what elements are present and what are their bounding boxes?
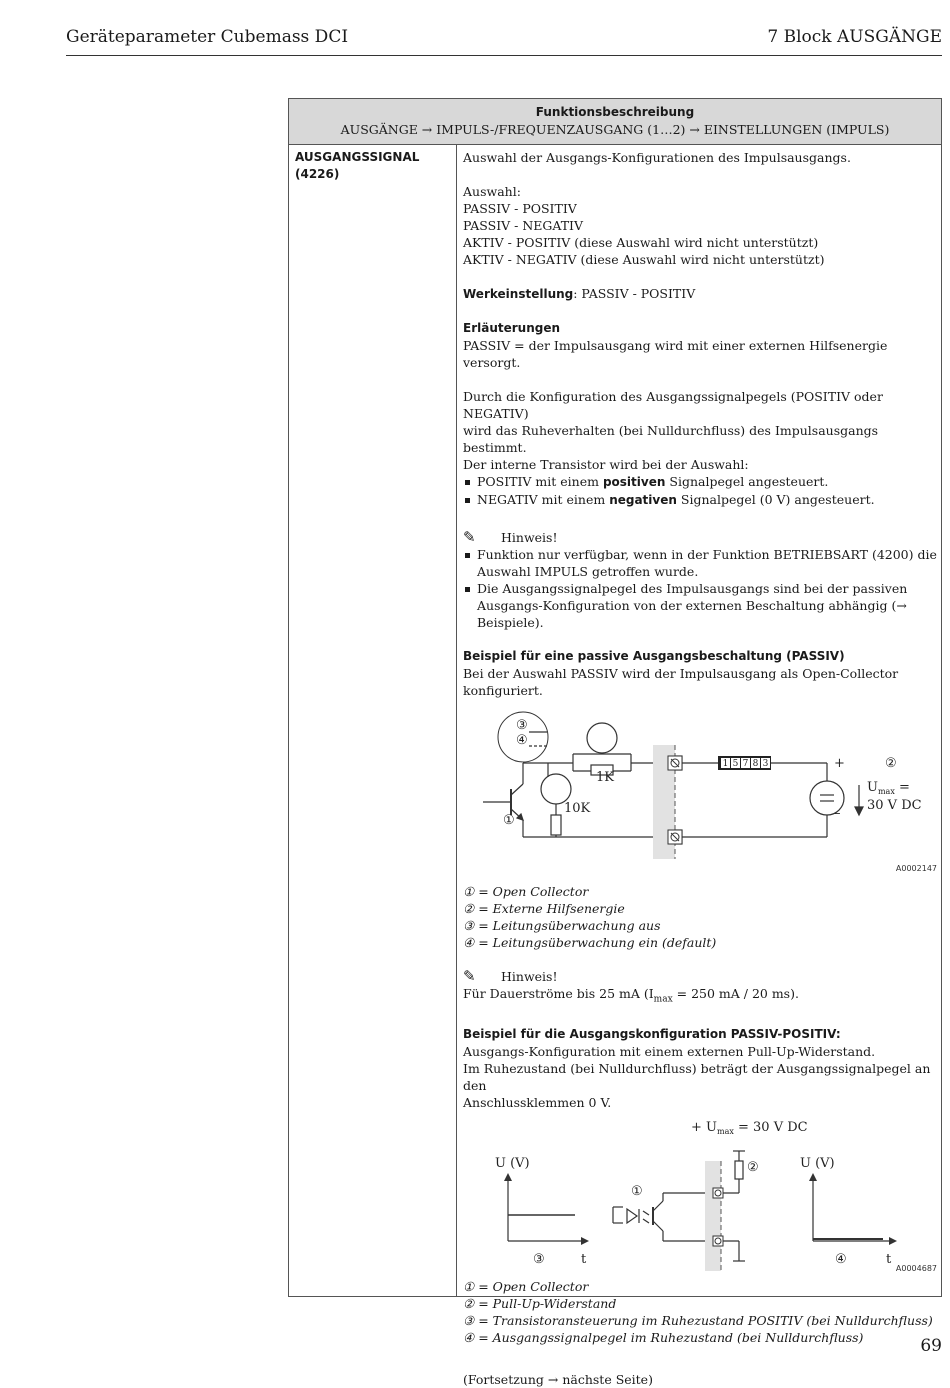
terminal-label: 3 <box>762 759 769 769</box>
marker-2: ② <box>747 1159 759 1175</box>
option-aktiv-positiv: AKTIV - POSITIV (diese Auswahl wird nicht unterstützt) <box>463 235 819 250</box>
pencil-icon: ✎ <box>463 528 476 546</box>
config-text-3: Der interne Transistor wird bei der Auswahl: <box>463 457 749 472</box>
table-menu-path: AUSGÄNGE → IMPULS-/FREQUENZAUSGANG (1…2) → EINSTELLUNGEN (IMPULS) <box>340 122 890 137</box>
bullet-positiv: POSITIV mit einem positiven Signalpegel angesteuert. <box>463 473 937 491</box>
page-number: 69 <box>920 1336 942 1356</box>
legend2-item-4: ④ = Ausgangssignalpegel im Ruhezustand (bei Nulldurchfluss) <box>463 1329 864 1345</box>
marker-2: ② <box>885 756 897 771</box>
config-text-1: Durch die Konfiguration des Ausgangssignalpegels (POSITIV oder NEGATIV) <box>463 389 883 421</box>
legend2-item-1: ① = Open Collector <box>463 1278 589 1294</box>
y-axis-label-right: U (V) <box>800 1155 835 1171</box>
marker-3: ③ <box>516 718 528 733</box>
voltage-label: 30 V DC <box>867 798 922 813</box>
plus-sign: + <box>834 756 845 771</box>
parameter-label: AUSGANGSSIGNAL <box>295 150 420 164</box>
header-rule <box>66 55 942 56</box>
default-setting <box>463 285 937 303</box>
config-text-2: wird das Ruheverhalten (bei Nulldurchfluss) des Impulsausgangs bestimmt. <box>463 423 879 455</box>
terminal-label: 5 <box>732 759 739 769</box>
figure2-id: A0004687 <box>895 1263 937 1273</box>
resistor-1k-label: 1K <box>596 770 614 785</box>
explanations-heading: Erläuterungen <box>463 321 561 335</box>
option-passiv-positiv: PASSIV - POSITIV <box>463 201 577 216</box>
bullet-negativ: NEGATIV mit einem negativen Signalpegel (0 V) angesteuert. <box>463 491 937 509</box>
marker-1: ① <box>503 813 515 828</box>
terminal-label: 1 <box>722 759 729 769</box>
y-axis-label-left: U (V) <box>495 1155 530 1171</box>
function-description <box>463 149 937 1388</box>
marker-4: ④ <box>516 733 528 748</box>
pull-up-circuit <box>463 1111 937 1271</box>
example2-text-3: Anschlussklemmen 0 V. <box>463 1094 612 1110</box>
t-label-right: t <box>886 1251 892 1267</box>
minus-sign: – <box>834 806 841 821</box>
parameter-name <box>295 149 419 183</box>
table-header <box>289 99 941 145</box>
option-passiv-negativ: PASSIV - NEGATIV <box>463 218 584 233</box>
example1-heading: Beispiel für eine passive Ausgangsbeschaltung (PASSIV) <box>463 649 845 663</box>
legend1-item-2: ② = Externe Hilfsenergie <box>463 901 625 916</box>
legend1-item-1: ① = Open Collector <box>463 884 589 899</box>
note2-label: Hinweis! <box>501 969 558 984</box>
marker-4: ④ <box>835 1251 847 1267</box>
running-header-title: Geräteparameter Cubemass DCI <box>66 27 349 47</box>
t-label-left: t <box>581 1251 587 1267</box>
supply-label: + $U_{max} = 30$ V DC <box>691 1119 808 1136</box>
note-bullet-1: Funktion nur verfügbar, wenn in der Funktion BETRIEBSART (4200) die Auswahl IMPULS getroffen wurde. <box>463 546 937 580</box>
umax-label: $U_{max}$ = <box>867 780 910 796</box>
table-title: Funktionsbeschreibung <box>535 105 695 119</box>
figure1-id: A0002147 <box>895 864 937 873</box>
note-bullet-2: Die Ausgangssignalpegel des Impulsausgangs sind bei der passiven Ausgangs-Konfiguration von der externen Beschaltung abhängig (→ Beispiele). <box>463 580 937 631</box>
open-collector-circuit <box>463 699 937 875</box>
legend1-item-3: ③ = Leitungsüberwachung aus <box>463 918 661 933</box>
example2-text-1: Ausgangs-Konfiguration mit einem externen Pull-Up-Widerstand. <box>463 1043 876 1059</box>
circuit-diagram-passive-positive <box>463 1111 937 1271</box>
terminal-label: 8 <box>752 759 759 769</box>
note-1 <box>463 529 937 546</box>
note2-text: Für Dauerströme bis 25 mA ($I_{max} = 250$ mA / 20 ms). <box>463 986 799 1005</box>
continuation-note: (Fortsetzung → nächste Seite) <box>463 1371 653 1387</box>
default-value: : PASSIV - POSITIV <box>573 286 696 301</box>
legend2-item-3: ③ = Transistoransteuerung im Ruhezustand POSITIV (bei Nulldurchfluss) <box>463 1312 933 1328</box>
legend2-item-2: ② = Pull-Up-Widerstand <box>463 1295 617 1311</box>
passive-definition: PASSIV = der Impulsausgang wird mit einer externen Hilfsenergie versorgt. <box>463 338 888 370</box>
marker-1: ① <box>631 1183 643 1199</box>
selection-label: Auswahl: <box>463 184 521 199</box>
running-header-chapter: 7 Block AUSGÄNGE <box>767 27 942 47</box>
example2-heading: Beispiel für die Ausgangskonfiguration PASSIV-POSITIV: <box>463 1026 841 1041</box>
marker-3: ③ <box>533 1251 545 1267</box>
example1-text: Bei der Auswahl PASSIV wird der Impulsausgang als Open-Collector konfiguriert. <box>463 666 899 698</box>
pencil-icon: ✎ <box>463 967 476 985</box>
note-2 <box>463 968 937 985</box>
default-label: Werkeinstellung <box>463 287 574 301</box>
resistor-10k-label: 10K <box>564 801 591 816</box>
column-divider <box>456 145 457 1296</box>
legend1-item-4: ④ = Leitungsüberwachung ein (default) <box>463 935 717 950</box>
note-label: Hinweis! <box>501 530 558 545</box>
parameter-code: (4226) <box>295 167 340 181</box>
intro-text: Auswahl der Ausgangs-Konfigurationen des Impulsausgangs. <box>463 150 851 165</box>
example2-text-2: Im Ruhezustand (bei Nulldurchfluss) beträgt der Ausgangssignalpegel an den <box>463 1060 931 1093</box>
option-aktiv-negativ: AKTIV - NEGATIV (diese Auswahl wird nicht unterstützt) <box>463 252 825 267</box>
circuit-diagram-passive <box>463 699 937 875</box>
terminal-label: 7 <box>742 759 749 769</box>
